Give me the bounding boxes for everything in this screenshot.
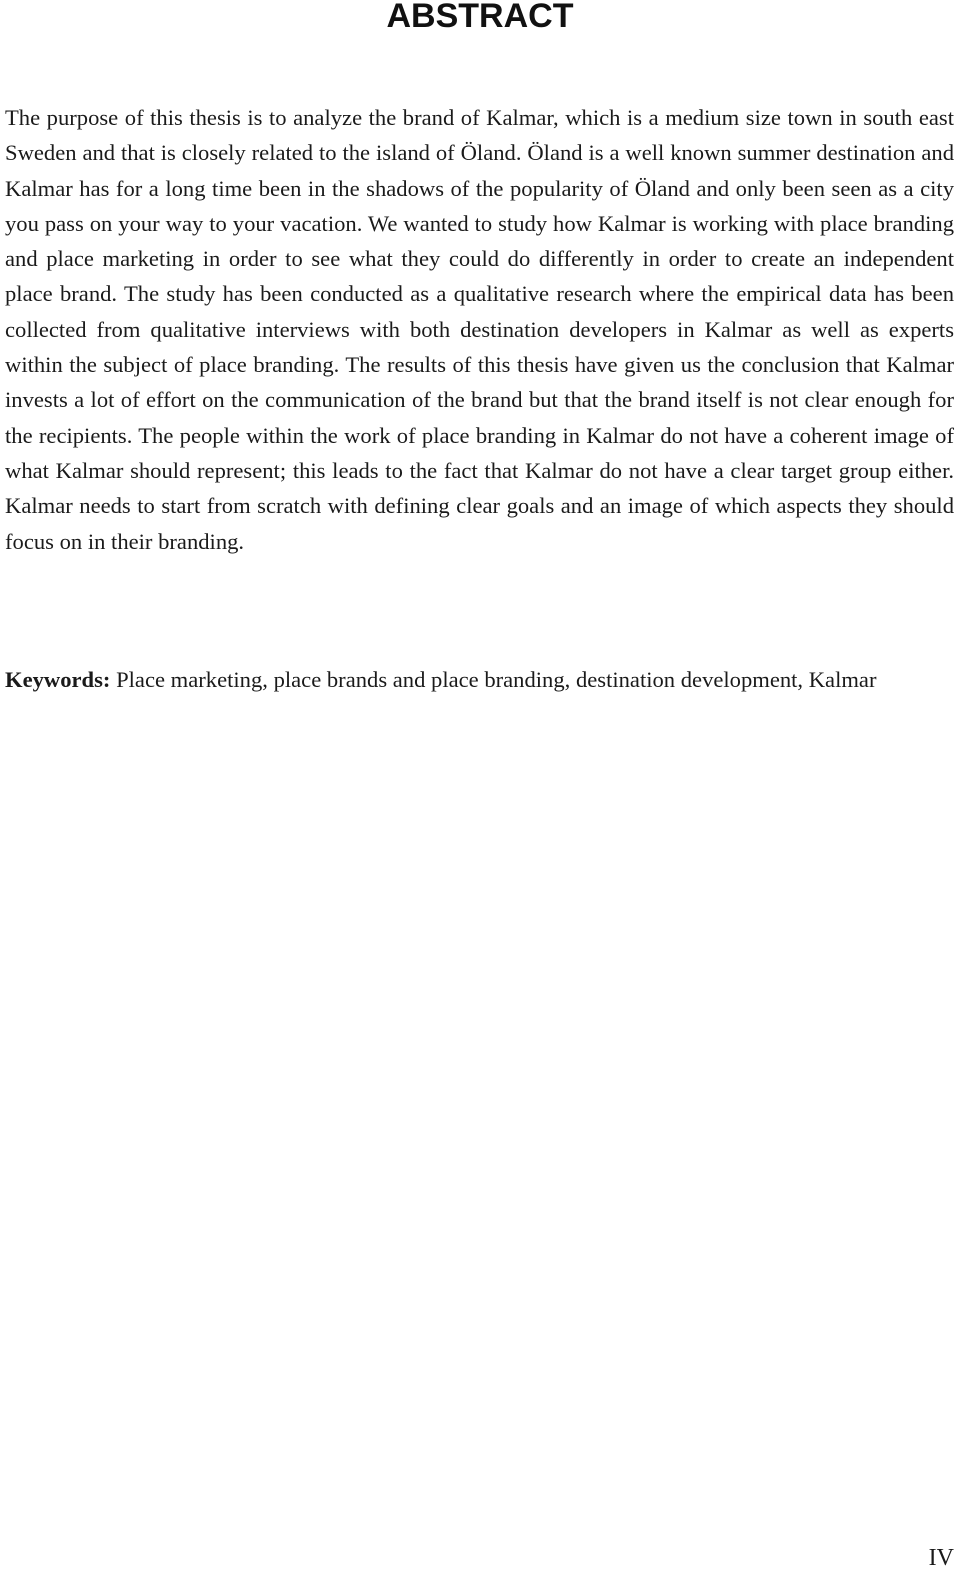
abstract-paragraph: The purpose of this thesis is to analyze the brand of Kalmar, which is a medium size town in south east Sweden and that is closely related to the island of Öland. Öland is a well known summer destination and Kalmar has for a long time been in the shadows of the popularity of Öland and only been seen as a city you pass on your way to your vacation. We wanted to study how Kalmar is working with place branding and place marketing in order to see what they could do differently in order to create an independent place brand. The study has been conducted as a qualitative research where the empirical data has been collected from qualitative interviews with both destination developers in Kalmar as well as experts within the subject of place branding. The results of this thesis have given us the conclusion that Kalmar invests a lot of effort on the communication of the brand but that the brand itself is not clear enough for the recipients. The people within the work of place branding in Kalmar do not have a coherent image of what Kalmar should represent; this leads to the fact that Kalmar do not have a clear target group either. Kalmar needs to start from scratch with defining clear goals and an image of which aspects they should focus on in their branding. [5,105,954,554]
page-title: ABSTRACT [386,0,574,35]
keywords-line [5,662,954,697]
keywords-label: Keywords: [5,667,111,692]
page-number: IV [928,1545,954,1571]
keywords-value: Place marketing, place brands and place branding, destination development, Kalmar [116,667,877,692]
